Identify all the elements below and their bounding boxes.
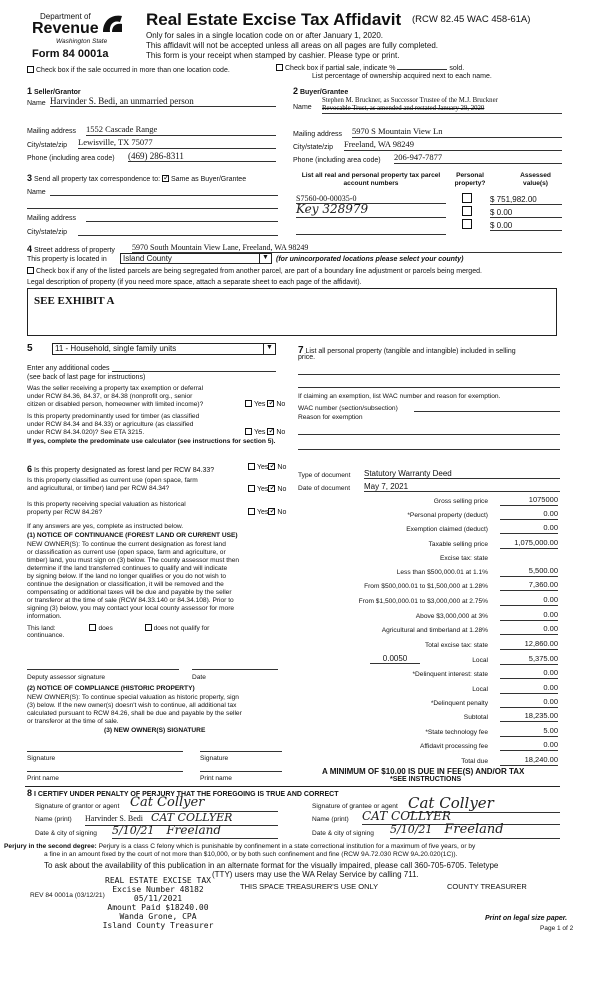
subtotal[interactable]: 18,235.00	[500, 712, 558, 722]
header-line-3: This form is your receipt when stamped by cashier. Please type or print.	[146, 51, 400, 60]
reason-line-2[interactable]	[298, 449, 560, 450]
buyer-mailing[interactable]: 5970 S Mountain View Ln	[352, 127, 562, 138]
grantee-date-label: Date & city of signing	[312, 830, 374, 837]
corr-name-input[interactable]	[50, 195, 278, 196]
owner-print-1-line[interactable]	[27, 771, 183, 772]
section-5-number: 5	[27, 343, 33, 354]
seller-name-label: Name	[27, 100, 46, 107]
s6-q2-line-1: Is this property classified as current use (open space, farm	[27, 477, 198, 484]
assessed-3[interactable]: $ 0.00	[490, 221, 562, 231]
s5-q2-line-1: Is this property predominantly used for timber (as classified	[27, 413, 200, 420]
s6-q2-line-2: and agricultural, or timber) land per RCW 84.34?	[27, 485, 170, 492]
additional-codes-note: (see back of last page for instructions)	[27, 374, 146, 381]
corr-name-label: Name	[27, 189, 46, 196]
tax-tier-3[interactable]: 0.00	[500, 596, 558, 606]
perjury-line-1: Perjury in the second degree: Perjury is a class C felony which is punishable by confinement in a state correctional institution for a maximum of five years, or by	[4, 843, 476, 850]
assessed-1[interactable]: $ 751,982.00	[490, 195, 562, 205]
corr-mailing-input[interactable]	[86, 221, 278, 222]
legal-size-note: Print on legal size paper.	[485, 915, 568, 922]
buyer-name-line-2[interactable]: Revocable Trust, as amended and restated January 29, 2020	[322, 105, 562, 114]
s6-q1: 6 Is this property designated as forest land per RCW 84.33?	[27, 464, 215, 474]
total-excise-local[interactable]: 5,375.00	[500, 655, 558, 665]
s5-q1-line-2: under RCW 84.36, 84.37, or 84.38 (nonprofit org., senior	[27, 393, 193, 400]
wac-label: WAC number (section/subsection)	[298, 405, 398, 412]
grantee-date-city[interactable]: 5/10/21 Freeland	[390, 823, 560, 839]
section-7-text: 7 List all personal property (tangible and intangible) included in selling	[298, 345, 516, 356]
grantee-name-print[interactable]: CAT COLLYER	[362, 810, 560, 825]
chevron-down-icon: ▼	[259, 254, 271, 263]
assessed-col-header: Assessed value(s)	[520, 172, 551, 187]
personal-property-line-2[interactable]	[298, 387, 560, 388]
buyer-city[interactable]: Freeland, WA 98249	[344, 140, 562, 151]
corr-mailing-label: Mailing address	[27, 215, 77, 222]
segregated-checkbox[interactable]	[27, 267, 34, 274]
form-number: Form 84 0001a	[32, 48, 109, 60]
section-7-text-2: price.	[298, 354, 316, 361]
multi-location-checkbox[interactable]	[27, 66, 34, 73]
parcel-1[interactable]: S7560-00-00035-0	[296, 194, 446, 204]
notice-2-title: (2) NOTICE OF COMPLIANCE (HISTORIC PROPERTY)	[27, 685, 195, 692]
gross-selling-price[interactable]: 1075000	[500, 496, 558, 506]
chevron-down-icon: ▼	[263, 344, 275, 354]
personal-property-deduct[interactable]: 0.00	[500, 510, 558, 520]
use-code-select[interactable]: 11 - Household, single family units ▼	[52, 343, 276, 355]
additional-codes-label: Enter any additional codes	[27, 365, 110, 372]
exemption-claimed[interactable]: 0.00	[500, 524, 558, 534]
seller-mailing-label: Mailing address	[27, 128, 77, 135]
new-owner-signature-heading: (3) NEW OWNER(S) SIGNATURE	[104, 727, 206, 734]
seller-name[interactable]: Harvinder S. Bedi, an unmarried person	[50, 96, 276, 107]
exemption-label: If claiming an exemption, list WAC number and reason for exemption.	[298, 393, 501, 400]
section-2-title: 2 Buyer/Grantee	[293, 86, 349, 96]
buyer-mailing-label: Mailing address	[293, 131, 343, 138]
street-address[interactable]: 5970 South Mountain View Lane, Freeland, WA 98249	[132, 243, 562, 253]
perjury-line-2: a fine in an amount fixed by the court of not more than $10,000, or by both such confinement and fine (RCW 9A.72.030 RCW 9A.20.020(1C)).	[44, 851, 458, 858]
s5-q2-line-2: under RCW 84.34 and 84.33) or agriculture (as classified	[27, 421, 194, 428]
buyer-phone-label: Phone (including area code)	[293, 157, 381, 164]
s5-q2-yesno[interactable]: Yes ✓ No	[245, 428, 285, 437]
seller-mailing[interactable]: 1552 Cascade Range	[86, 125, 276, 136]
form-rcw: (RCW 82.45 WAC 458-61A)	[412, 14, 531, 25]
notice-1-title: (1) NOTICE OF CONTINUANCE (FOREST LAND OR CURRENT USE)	[27, 532, 238, 539]
grantor-signature[interactable]: Cat Collyer	[130, 796, 278, 812]
deputy-signature-line[interactable]	[27, 669, 179, 670]
corr-city-input[interactable]	[78, 235, 278, 236]
page-number: Page 1 of 2	[540, 925, 574, 932]
owner-signature-1-line[interactable]	[27, 751, 183, 752]
continuance-label: continuance.	[27, 632, 65, 639]
section-1-title: 1 Seller/Grantor	[27, 86, 81, 96]
tax-tier-4[interactable]: 0.00	[500, 611, 558, 621]
assessed-2[interactable]: $ 0.00	[490, 208, 562, 218]
partial-sale-row[interactable]: Check box if partial sale, indicate % sold.	[276, 64, 464, 73]
county-note: (for unincorporated locations please select your county)	[276, 256, 464, 263]
s6-if-yes: If any answers are yes, complete as instructed below.	[27, 523, 184, 530]
parcel-2[interactable]: Key 328979	[296, 203, 446, 218]
segregated-row[interactable]: Check box if any of the listed parcels are being segregated from another parcel, are part of a boundary line adjustment or parcels being merged.	[27, 267, 482, 276]
delinquent-interest-state[interactable]: 0.00	[500, 669, 558, 679]
personal-checkbox-1[interactable]	[462, 193, 474, 205]
s5-q1-yesno[interactable]: Yes ✓ No	[245, 400, 285, 409]
buyer-phone[interactable]: 206-947-7877	[394, 153, 562, 164]
grantee-name-label: Name (print)	[312, 816, 349, 823]
personal-checkbox-3[interactable]	[462, 219, 474, 231]
doc-date[interactable]: May 7, 2021	[364, 482, 560, 492]
owner-print-2-label: Print name	[200, 775, 232, 782]
tax-tier-2[interactable]: 7,360.00	[500, 581, 558, 591]
grantee-signature[interactable]: Cat Collyer	[408, 795, 560, 813]
delinquent-interest-local[interactable]: 0.00	[500, 684, 558, 694]
owner-signature-2-label: Signature	[200, 755, 229, 762]
header-line-2: This affidavit will not be accepted unless all areas on all pages are fully completed.	[146, 41, 439, 50]
see-instructions: *SEE INSTRUCTIONS	[390, 776, 462, 783]
treasurer-space: THIS SPACE TREASURER'S USE ONLY	[240, 882, 379, 891]
wac-input[interactable]	[414, 411, 560, 412]
county-select[interactable]: Island County ▼	[120, 253, 272, 264]
doc-type-label: Type of document	[298, 472, 351, 479]
buyer-name-label: Name	[293, 104, 312, 111]
s5-q1-line-3: citizen or disabled person, homeowner with limited income)?	[27, 401, 204, 408]
seller-city[interactable]: Lewisville, TX 75077	[78, 138, 276, 149]
legal-description-box[interactable]	[27, 288, 557, 336]
s6-q2-yesno[interactable]: Yes✓ No	[248, 485, 286, 494]
total-excise-state[interactable]: 12,860.00	[500, 640, 558, 650]
state-technology-fee[interactable]: 5.00	[500, 727, 558, 737]
alt-format-line-1: To ask about the availability of this publication in an alternate format for the visually impaired, please call 360-705-6705. Teletype	[44, 861, 499, 870]
corr-city-label: City/state/zip	[27, 229, 68, 236]
tax-agricultural[interactable]: 0.00	[500, 625, 558, 635]
s6-q3-yesno[interactable]: Yes✓ No	[248, 508, 286, 517]
s6-q3-line-2: property per RCW 84.26?	[27, 509, 103, 516]
dept-label: Department of	[40, 12, 91, 21]
parcel-3[interactable]	[296, 226, 446, 235]
personal-col-header: Personal property?	[454, 172, 486, 187]
deputy-date-label: Date	[192, 674, 206, 681]
partial-sale-checkbox[interactable]	[276, 64, 283, 71]
street-label: 4 Street address of property	[27, 244, 115, 254]
owner-signature-2-line[interactable]	[200, 751, 282, 752]
owner-signature-1-label: Signature	[27, 755, 56, 762]
state-label: Washington State	[56, 38, 108, 45]
grantor-name-label: Name (print)	[35, 816, 72, 823]
form-title: Real Estate Excise Tax Affidavit	[146, 10, 402, 29]
county-label: This property is located in	[27, 256, 107, 263]
owner-print-2-line[interactable]	[200, 771, 282, 772]
doc-type[interactable]: Statutory Warranty Deed	[364, 469, 560, 479]
parcels-col-header: List all real and personal property tax parcel account numbers	[301, 172, 441, 187]
corr-name-input-2[interactable]	[27, 208, 278, 209]
reason-line-1[interactable]	[298, 434, 560, 435]
additional-codes-input[interactable]	[112, 371, 276, 372]
section-3-title: 3 Send all property tax correspondence to: ✓ Same as Buyer/Grantee	[27, 173, 246, 184]
buyer-name-line-1[interactable]: Stephen M. Bruckner, as Successor Trustee of the M.J. Bruckner	[322, 97, 498, 104]
doc-date-label: Date of document	[298, 485, 351, 492]
multi-location-checkbox-row[interactable]: Check box if the sale occurred in more than one location code.	[27, 66, 230, 75]
seller-city-label: City/state/zip	[27, 142, 68, 149]
total-due[interactable]: 18,240.00	[500, 756, 558, 766]
grantor-signature-label: Signature of grantor or agent	[35, 803, 120, 810]
revenue-logo-icon	[100, 12, 124, 34]
grantee-signature-label: Signature of grantee or agent	[312, 803, 398, 810]
legal-description-value: SEE EXHIBIT A	[34, 295, 115, 307]
s5-q1-line-1: Was the seller receiving a property tax exemption or deferral	[27, 385, 204, 392]
deputy-date-line[interactable]	[192, 669, 278, 670]
this-land-row[interactable]: This land: does does not qualify for	[27, 625, 210, 632]
minimum-due: A MINIMUM OF $10.00 IS DUE IN FEE(S) AND/OR TAX	[322, 767, 525, 776]
s5-q2-note: If yes, complete the predominate use calculator (see instructions for section 5).	[27, 438, 276, 445]
county-treasurer: COUNTY TREASURER	[447, 882, 527, 891]
s6-q1-yesno[interactable]: Yes✓ No	[248, 463, 286, 472]
personal-checkbox-2[interactable]	[462, 206, 474, 218]
grantor-name-print[interactable]: Harvinder S. Bedi CAT COLLYER	[85, 812, 278, 826]
personal-property-line-1[interactable]	[298, 374, 560, 375]
reason-label: Reason for exemption	[298, 414, 363, 421]
affidavit-processing-fee[interactable]: 0.00	[500, 741, 558, 751]
deputy-signature-label: Deputy assessor signature	[27, 674, 106, 681]
legal-label: Legal description of property (if you need more space, attach a separate sheet to each page of the affidavit).	[27, 279, 362, 286]
delinquent-penalty[interactable]: 0.00	[500, 698, 558, 708]
revenue-logo-text: Revenue	[32, 20, 99, 37]
same-as-buyer-checkbox[interactable]	[162, 175, 169, 182]
grantor-date-label: Date & city of signing	[35, 830, 97, 837]
local-rate[interactable]: 0.0050	[370, 654, 420, 664]
rev-number: REV 84 0001a (03/12/21)	[30, 892, 105, 899]
owner-print-1-label: Print name	[27, 775, 59, 782]
seller-phone-label: Phone (including area code)	[27, 155, 115, 162]
taxable-selling-price[interactable]: 1,075,000.00	[500, 539, 558, 549]
header-line-1: Only for sales in a single location code on or after January 1, 2020.	[146, 31, 384, 40]
s5-q2-line-3: under RCW 84.34.020)? See ETA 3215.	[27, 429, 145, 436]
tax-tier-1[interactable]: 5,500.00	[500, 567, 558, 577]
certify-statement: 8 I CERTIFY UNDER PENALTY OF PERJURY THAT THE FOREGOING IS TRUE AND CORRECT	[27, 788, 339, 798]
section-8-rule	[25, 786, 560, 787]
percentage-note: List percentage of ownership acquired next to each name.	[312, 73, 492, 80]
alt-format-line-2: (TTY) users may use the WA Relay Service by calling 711.	[212, 870, 419, 879]
buyer-city-label: City/state/zip	[293, 144, 334, 151]
grantor-date-city[interactable]: 5/10/21 Freeland	[112, 824, 278, 839]
s6-q3-line-1: Is this property receiving special valuation as historical	[27, 501, 186, 508]
seller-phone[interactable]: (469) 286-8311	[128, 151, 276, 162]
